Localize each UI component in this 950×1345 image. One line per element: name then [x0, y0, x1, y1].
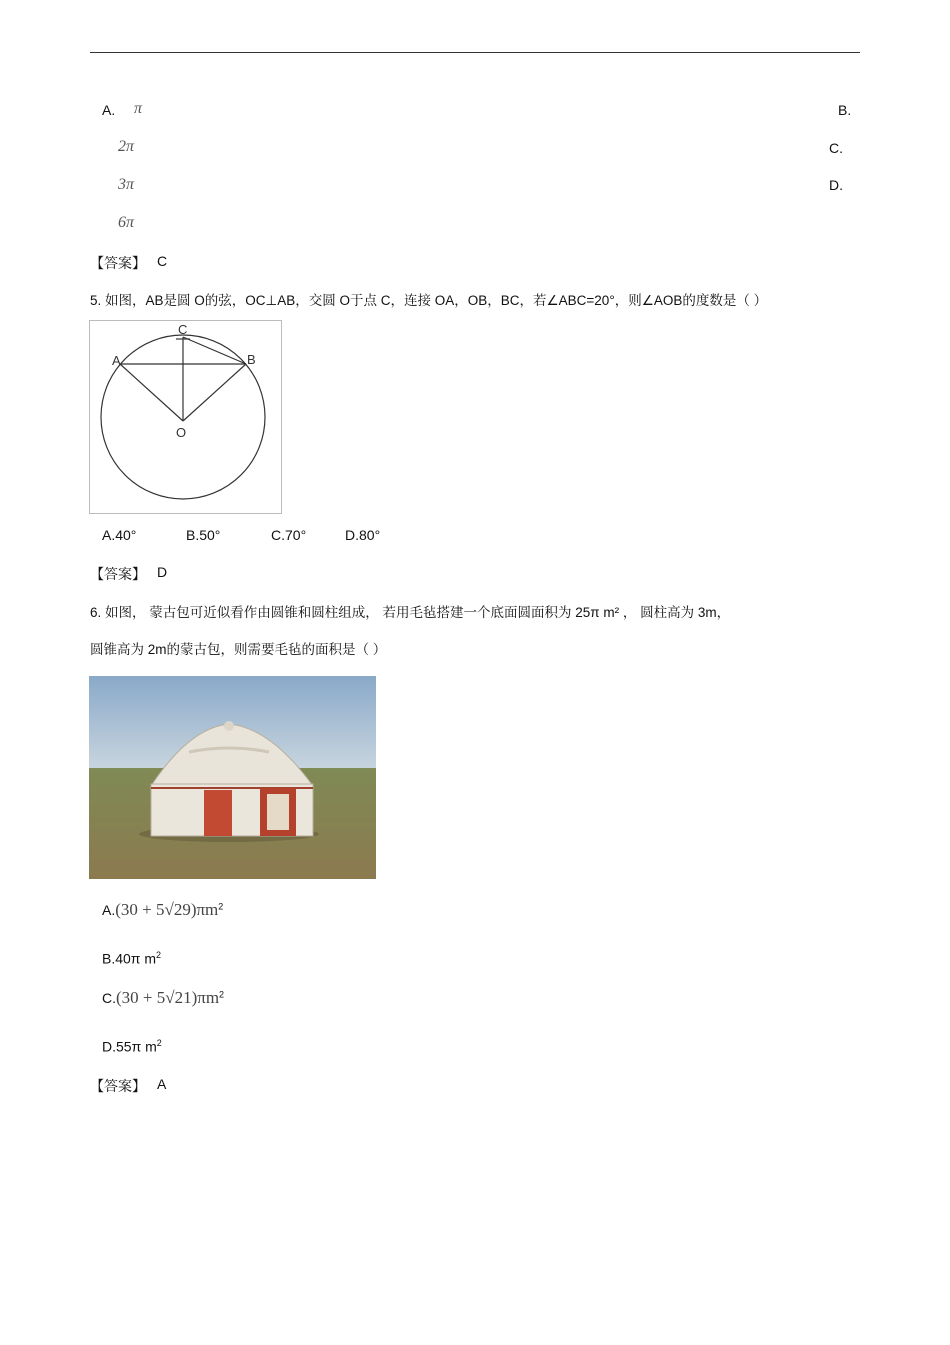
q5-option-d: D.80° [345, 527, 381, 543]
q5-answer-value: D [157, 564, 168, 580]
circle-diagram [90, 321, 281, 513]
q4-option-a-label: A. [102, 102, 116, 118]
q4-option-a-value: π [134, 100, 143, 117]
q6-option-a-expr: (30 + 5√29)πm [115, 900, 219, 919]
q4-option-c-label: C. [829, 140, 843, 156]
q6-option-c-expr: (30 + 5√21)πm [116, 988, 220, 1007]
q5-option-b: B.50° [186, 527, 221, 543]
q4-answer-tag: 【答案】 [90, 255, 146, 271]
q6-answer-tag: 【答案】 [90, 1078, 146, 1094]
q4-option-b-value: 2π [118, 138, 135, 155]
q5-option-c: C.70° [271, 527, 307, 543]
q4-option-c-value: 3π [118, 176, 135, 193]
q6-stem-line1: 6. 如图， 蒙古包可近似看作由圆锥和圆柱组成， 若用毛毡搭建一个底面圆面积为 25π m² ， 圆柱高为 3m， [90, 605, 731, 620]
q6-option-a: $A.(30 + 5√29)\pi m^2$ [102, 900, 224, 919]
q6-option-c-label: C. [102, 990, 116, 1006]
yurt-image [89, 676, 376, 879]
q6-stem-line2: 圆锥高为 2m的蒙古包，则需要毛毡的面积是（ ） [90, 642, 387, 657]
point-label-b: B [247, 352, 256, 367]
q6-option-d-text: D.55π m [102, 1038, 157, 1055]
q4-answer-value: C [157, 253, 168, 269]
header-rule [90, 52, 860, 53]
q4-option-d-label: D. [829, 177, 843, 193]
q5-answer-tag: 【答案】 [90, 566, 146, 582]
q4-option-d-value: 6π [118, 214, 135, 231]
q5-circle-figure [89, 320, 282, 514]
yurt-photo [89, 676, 376, 879]
point-label-o: O [176, 425, 187, 440]
q5-stem: 5. 如图，AB是圆 O的弦，OC⊥AB，交圆 O于点 C，连接 OA，OB，BC，若∠ABC=20°，则∠AOB的度数是（ ） [90, 293, 768, 308]
q5-option-a: A.40° [102, 527, 137, 543]
q4-option-b-label: B. [838, 102, 852, 118]
q6-answer-value: A [157, 1076, 167, 1092]
point-label-c: C [178, 322, 188, 337]
point-label-a: A [112, 353, 121, 368]
q6-option-d: D.55π $m^2$ [102, 1038, 162, 1055]
q6-option-b-text: B.40π m [102, 950, 157, 967]
q6-option-b: B.40π $m^2$ [102, 950, 162, 967]
q6-option-c: $C.(30 + 5√21)\pi m^2$ [102, 988, 225, 1007]
q6-option-a-label: A. [102, 902, 116, 918]
